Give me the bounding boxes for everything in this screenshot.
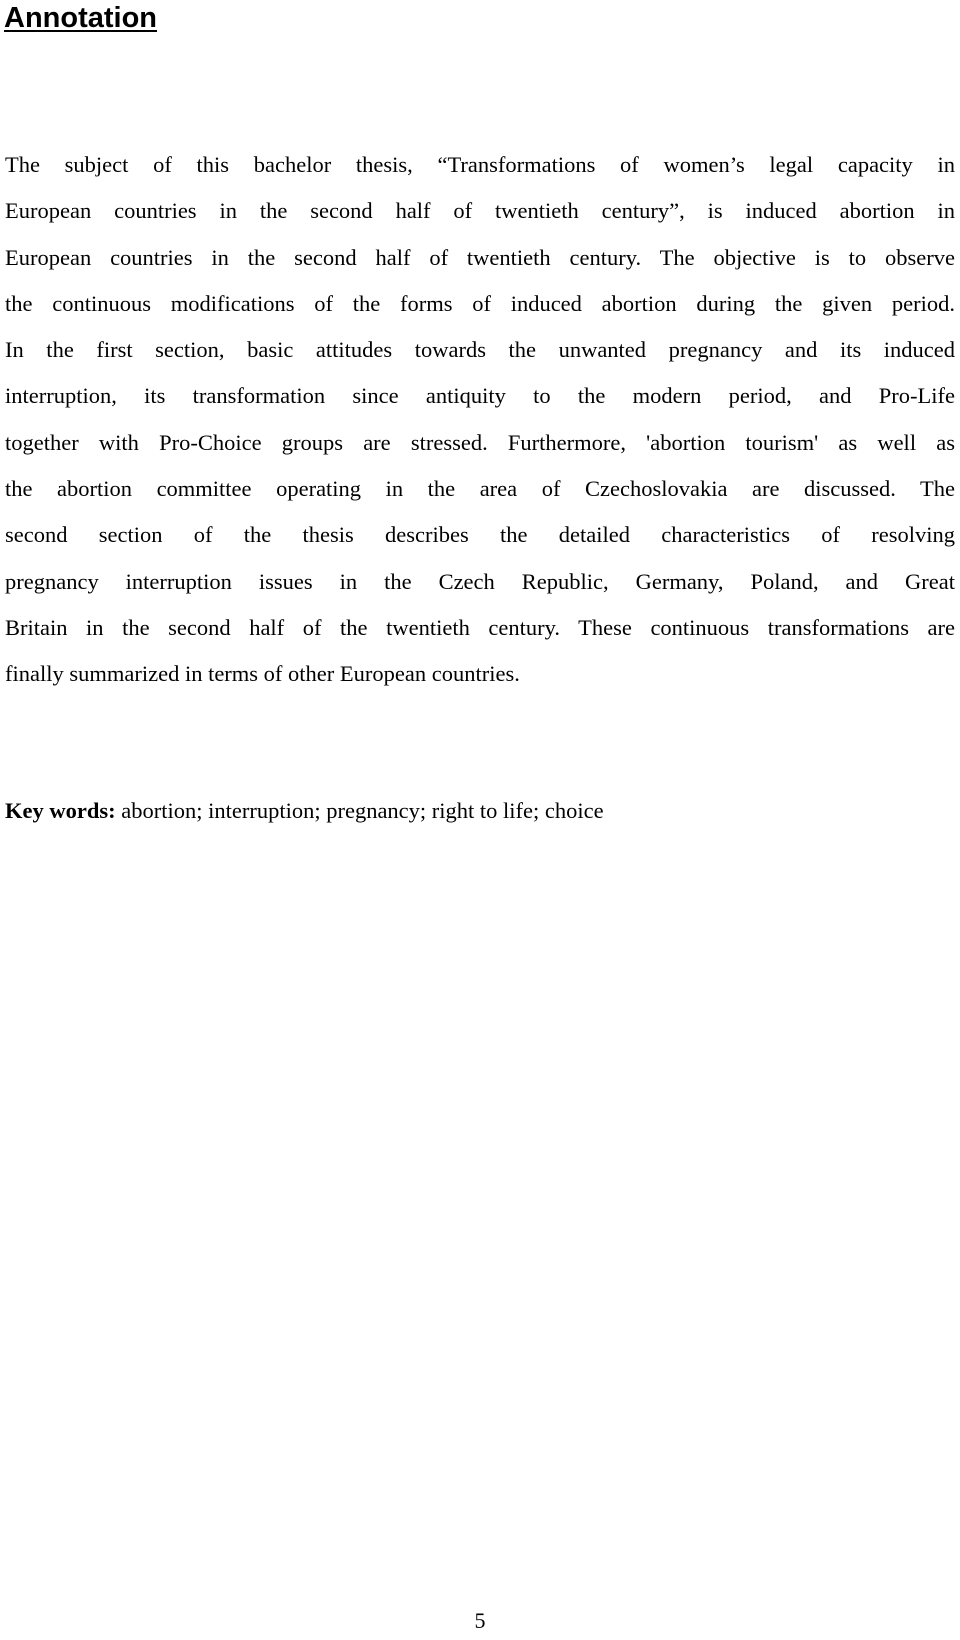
abstract-line: The subject of this bachelor thesis, “Transformations of women’s legal capacity in bbox=[5, 152, 955, 177]
keywords-label: Key words: bbox=[5, 798, 116, 823]
keywords-text: abortion; interruption; pregnancy; right to life; choice bbox=[115, 798, 604, 823]
abstract-line: European countries in the second half of twentieth century. The objective is to observe bbox=[5, 244, 955, 270]
abstract-line: second section of the thesis describes the detailed characteristics of resolving bbox=[5, 522, 955, 548]
abstract-line: Britain in the second half of the twentieth century. These continuous transformations are bbox=[5, 614, 955, 640]
abstract-line: interruption, its transformation since antiquity to the modern period, and Pro-Life bbox=[5, 383, 955, 409]
page-title: Annotation bbox=[4, 2, 158, 34]
abstract-line: together with Pro-Choice groups are stressed. Furthermore, 'abortion tourism' as well as bbox=[5, 429, 955, 455]
abstract-line: pregnancy interruption issues in the Czech Republic, Germany, Poland, and Great bbox=[5, 568, 955, 594]
abstract-line: finally summarized in terms of other European countries. bbox=[5, 661, 520, 687]
keywords bbox=[5, 796, 604, 826]
abstract-line: the continuous modifications of the forms of induced abortion during the given period. bbox=[5, 290, 955, 316]
abstract-paragraph bbox=[5, 142, 955, 698]
abstract-line: the abortion committee operating in the area of Czechoslovakia are discussed. The bbox=[5, 476, 955, 502]
abstract-line: In the first section, basic attitudes towards the unwanted pregnancy and its induced bbox=[5, 337, 955, 363]
abstract-line: European countries in the second half of twentieth century”, is induced abortion in bbox=[5, 198, 955, 224]
page-number: 5 bbox=[474, 1608, 486, 1633]
